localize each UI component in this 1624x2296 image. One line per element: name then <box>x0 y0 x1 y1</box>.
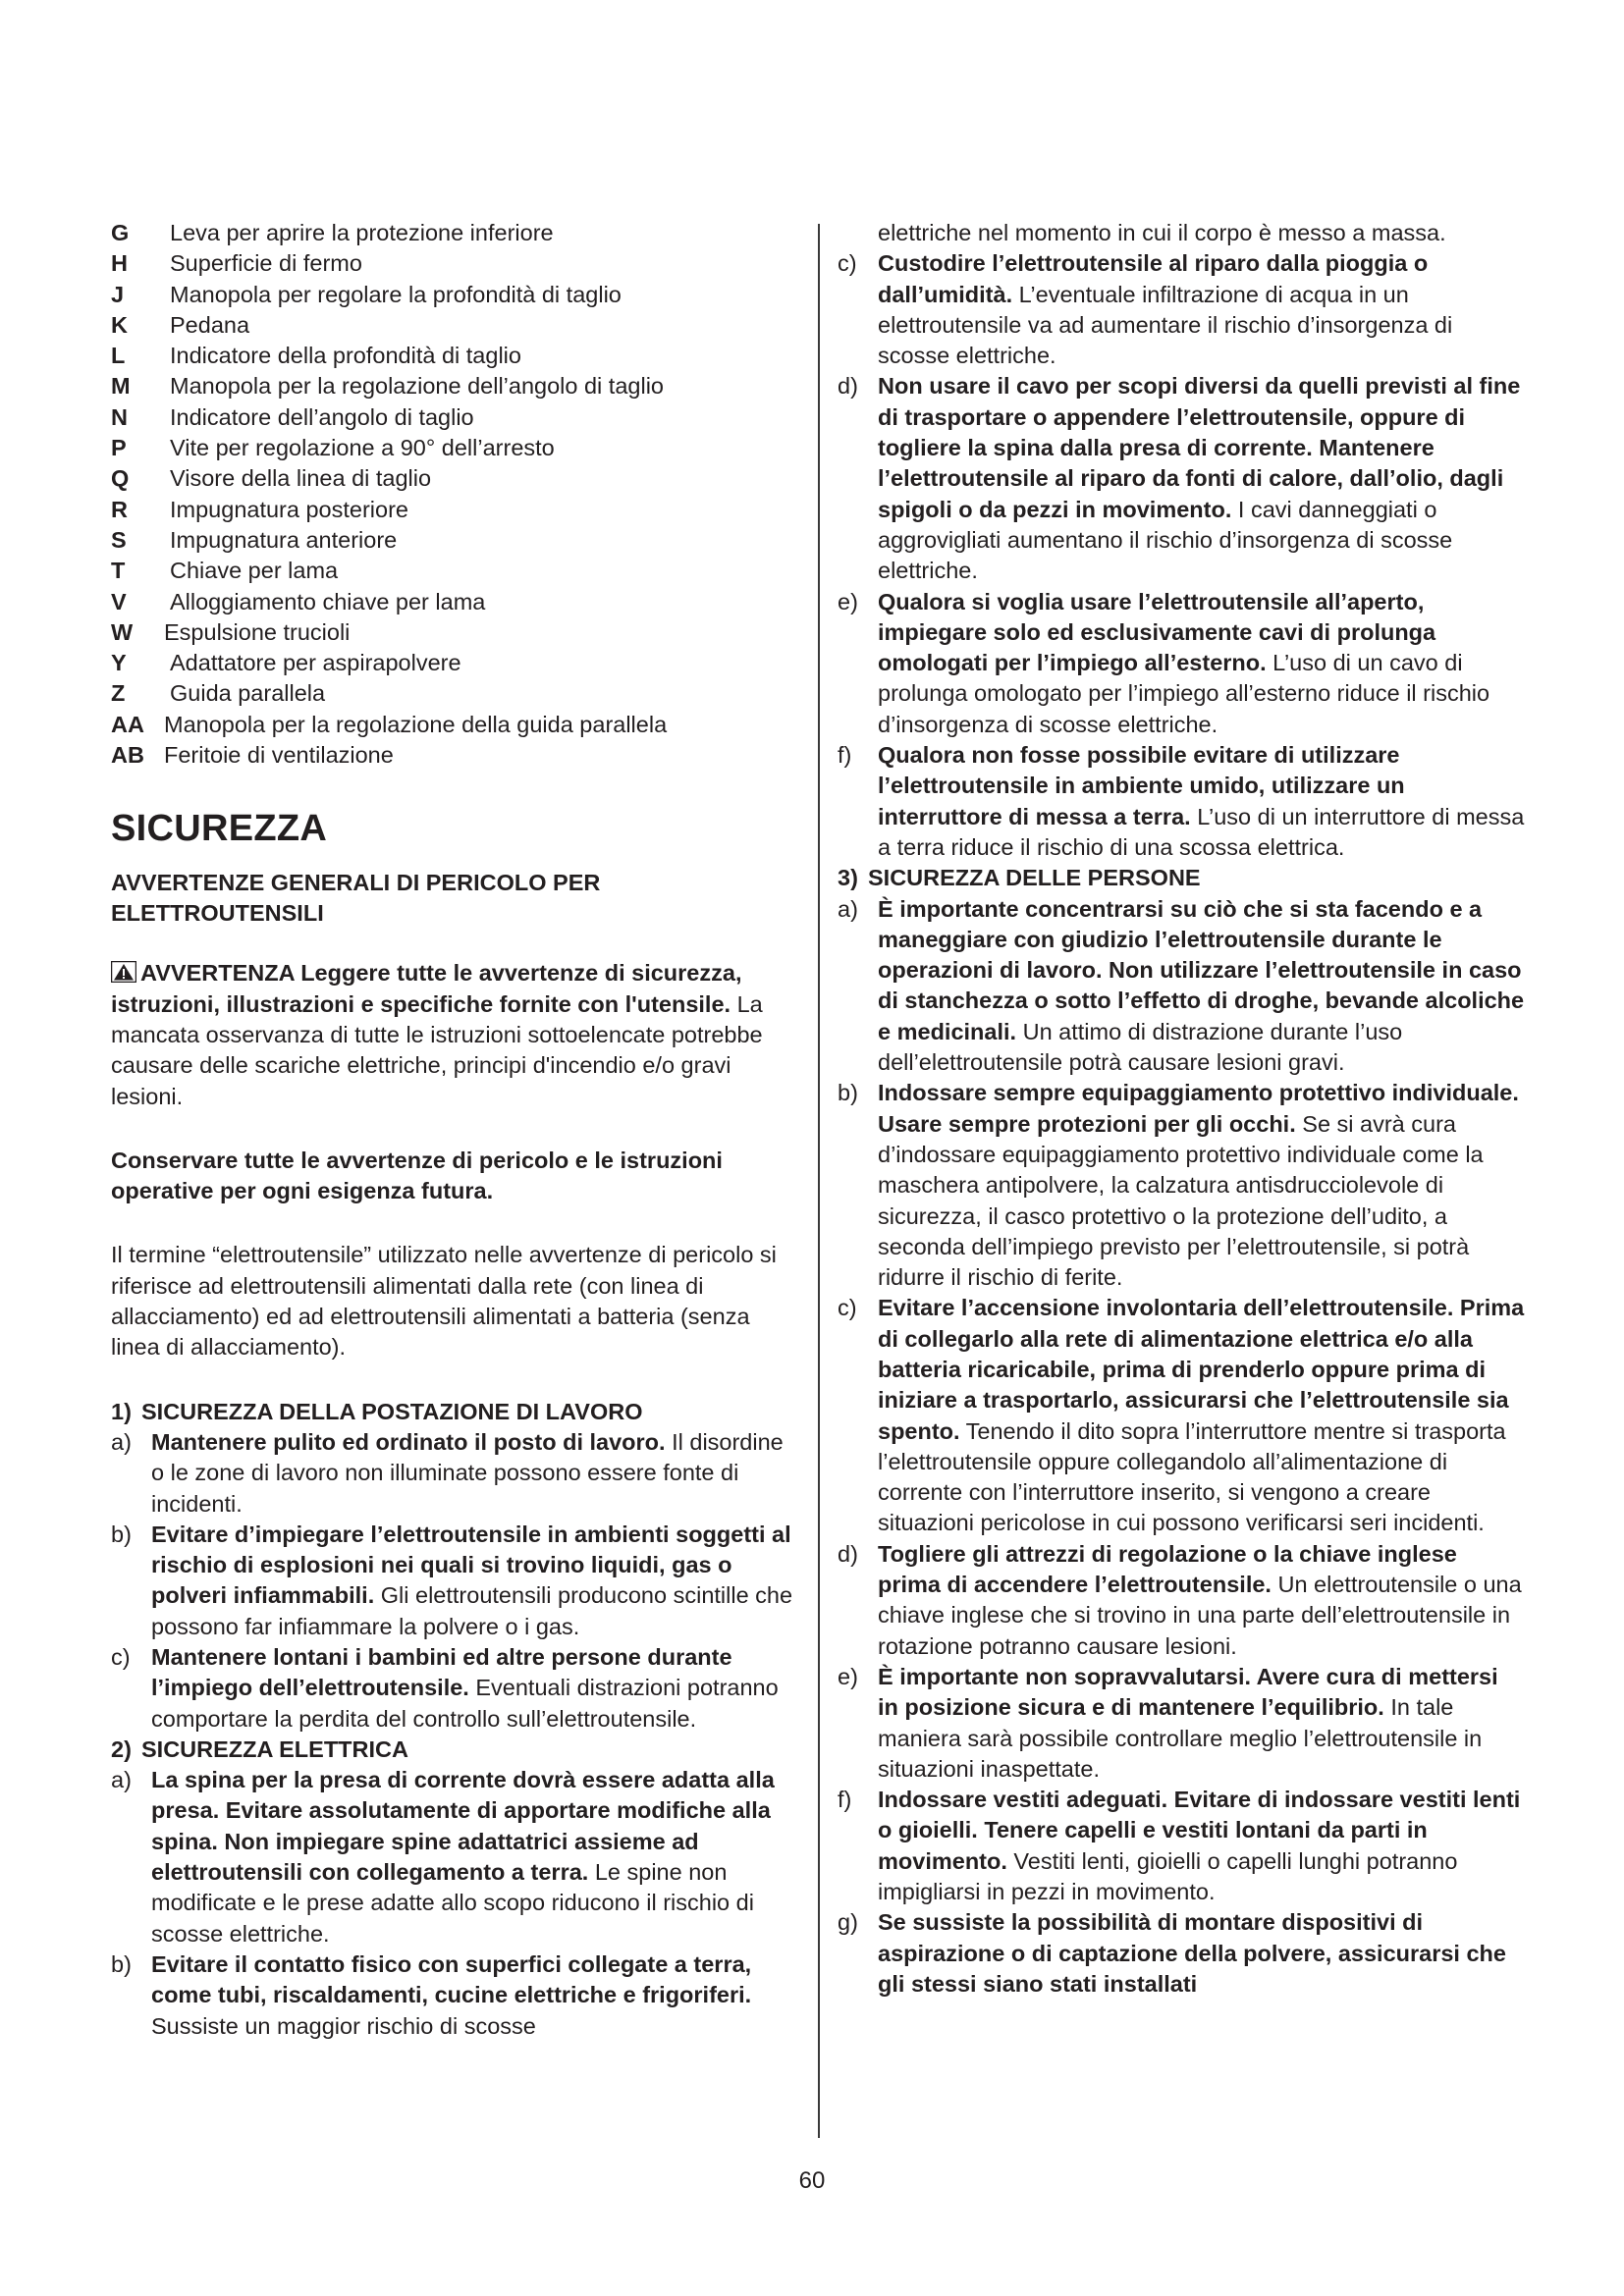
list-item: f) Indossare vestiti adeguati. Evitare di indossare vestiti lenti o gioielli. Tenere capelli e vestiti lontani da parti in movimento. Vestiti lenti, gioielli o capelli lunghi potranno impigliarsi in pezzi in movimento. <box>838 1787 1521 1905</box>
section-heading: SICUREZZA <box>111 808 328 850</box>
legend-item: AA Manopola per la regolazione della guida parallela <box>111 711 668 737</box>
legend-item: R Impugnatura posteriore <box>111 496 408 522</box>
legend-item: W Espulsione trucioli <box>111 618 351 645</box>
legend-item: AB Feritoie di ventilazione <box>111 742 394 769</box>
list-item: c) Evitare l’accensione involontaria dell’elettroutensile. Prima di collegarlo alla rete di alimentazione elettrica e/o alla batteria ricaricabile, prima di prenderlo oppure prima di iniziare a trasportarlo, assicurarsi che l’elettroutensile sia spento. Tenendo il dito sopra l’interruttore mentre si trasporta l’elettroutensile oppure collegandolo all’alimentazione di corrente con l’interruttore inserito, si vengono a creare situazioni pericolose in cui possono verificarsi seri incidenti. <box>838 1295 1525 1536</box>
legend-item: H Superficie di fermo <box>111 250 362 277</box>
legend-item: L Indicatore della profondità di taglio <box>111 343 521 369</box>
list-item: b) Evitare d’impiegare l’elettroutensile in ambienti soggetti al rischio di esplosioni nei quali si trovino liquidi, gas o polveri infiammabili. Gli elettroutensili producono scintille che possono far infiammare la polvere o i gas. <box>111 1521 793 1639</box>
legend-item: G Leva per aprire la protezione inferiore <box>111 220 554 245</box>
list-item: e) Qualora si voglia usare l’elettroutensile all’aperto, impiegare solo ed esclusivamente cavi di prolunga omologati per l’impiego all’esterno. L’uso di un cavo di prolunga omologato per l’impiego all’esterno riduce il rischio d’insorgenza di scosse elettriche. <box>838 588 1490 737</box>
warning-paragraph: AVVERTENZA Leggere tutte le avvertenze di sicurezza, istruzioni, illustrazioni e specifiche fornite con l'utensile. La mancata osservanza di tutte le istruzioni sottoelencate potrebbe causare delle scariche elettriche, principi d'incendio e/o gravi lesioni. <box>111 960 763 1109</box>
section-title: 1) SICUREZZA DELLA POSTAZIONE DI LAVORO <box>111 1398 643 1424</box>
legend-item: T Chiave per lama <box>111 558 339 584</box>
section-title: 3) SICUREZZA DELLE PERSONE <box>838 865 1201 891</box>
page-number: 60 <box>798 2167 826 2194</box>
legend-item: M Manopola per la regolazione dell’angolo di taglio <box>111 373 664 400</box>
section-title: 2) SICUREZZA ELETTRICA <box>111 1735 408 1762</box>
legend-item: J Manopola per regolare la profondità di taglio <box>111 281 622 307</box>
continued-text: elettriche nel momento in cui il corpo è messo a massa. <box>878 220 1446 245</box>
right-column <box>838 218 1525 2000</box>
left-column <box>111 218 800 2042</box>
legend-item: P Vite per regolazione a 90° dell’arresto <box>111 435 555 461</box>
list-item: g) Se sussiste la possibilità di montare dispositivi di aspirazione o di captazione della polvere, assicurarsi che gli stessi siano stati installati <box>838 1909 1506 1997</box>
legend-item: S Impugnatura anteriore <box>111 526 398 553</box>
legend-item: Z Guida parallela <box>111 680 326 707</box>
list-item: f) Qualora non fosse possibile evitare di utilizzare l’elettroutensile in ambiente umido, utilizzare un interruttore di messa a terra. L’uso di un interruttore di messa a terra riduce il rischio di una scossa elettrica. <box>838 742 1525 860</box>
legend-item: K Pedana <box>111 311 250 338</box>
list-item: b) Evitare il contatto fisico con superfici collegate a terra, come tubi, riscaldamenti, cucine elettriche e frigoriferi. Sussiste un maggior rischio di scosse <box>111 1950 752 2039</box>
legend-item: N Indicatore dell’angolo di taglio <box>111 403 474 430</box>
legend-item: Y Adattatore per aspirapolvere <box>111 650 461 676</box>
keep-instructions: Conservare tutte le avvertenze di pericolo e le istruzioni operative per ogni esigenza futura. <box>111 1147 723 1204</box>
list-item: a) Mantenere pulito ed ordinato il posto di lavoro. Il disordine o le zone di lavoro non illuminate possono essere fonte di incidenti. <box>111 1428 784 1517</box>
list-item: b) Indossare sempre equipaggiamento protettivo individuale. Usare sempre protezioni per gli occhi. Se si avrà cura d’indossare equipaggiamento protettivo individuale come la maschera antipolvere, la calzatura antisdrucciolevole di sicurezza, il casco protettivo o la protezione dell’udito, a seconda dell’impiego previsto per l’elettroutensile, si potrà ridurre il rischio di ferite. <box>838 1080 1519 1291</box>
term-definition: Il termine “elettroutensile” utilizzato nelle avvertenze di pericolo si riferisce ad elettroutensili alimentati dalla rete (con linea di allacciamento) ed ad elettroutensili alimentati a batteria (senza linea di allacciamento). <box>111 1242 777 1361</box>
list-item: a) La spina per la presa di corrente dovrà essere adatta alla presa. Evitare assolutamente di apportare modifiche alla spina. Non impiegare spine adattatrici assieme ad elettroutensili con collegamento a terra. Le spine non modificate e le prese adatte allo scopo riducono il rischio di scosse elettriche. <box>111 1767 775 1947</box>
list-item: d) Non usare il cavo per scopi diversi da quelli previsti al fine di trasportare o appendere l’elettroutensile, oppure di togliere la spina dalla presa di corrente. Mantenere l’elettroutensile al riparo da fonti di calore, dall’olio, dagli spigoli o da pezzi in movimento. I cavi danneggiati o aggrovigliati aumentano il rischio d’insorgenza di scosse elettriche. <box>838 373 1521 584</box>
column-divider <box>818 224 820 2138</box>
list-item: a) È importante concentrarsi su ciò che si sta facendo e a maneggiare con giudizio l’elettroutensile durante le operazioni di lavoro. Non utilizzare l’elettroutensile in caso di stanchezza o sotto l’effetto di droghe, bevande alcoliche e medicinali. Un attimo di distrazione durante l’uso dell’elettroutensile potrà causare lesioni gravi. <box>838 895 1525 1076</box>
warning-triangle-icon <box>111 961 136 983</box>
legend-item: V Alloggiamento chiave per lama <box>111 588 486 614</box>
parts-legend <box>111 218 800 771</box>
list-item: c) Mantenere lontani i bambini ed altre persone durante l’impiego dell’elettroutensile. Eventuali distrazioni potranno comportare la perdita del controllo sull’elettroutensile. <box>111 1643 779 1732</box>
section-subheading: AVVERTENZE GENERALI DI PERICOLO PER ELETTROUTENSILI <box>111 870 601 927</box>
list-item: d) Togliere gli attrezzi di regolazione o la chiave inglese prima di accendere l’elettroutensile. Un elettroutensile o una chiave inglese che si trovino in una parte dell’elettroutensile in rotazione potranno causare lesioni. <box>838 1540 1522 1659</box>
legend-item: Q Visore della linea di taglio <box>111 465 432 492</box>
list-item: c) Custodire l’elettroutensile al riparo dalla pioggia o dall’umidità. L’eventuale infiltrazione di acqua in un elettroutensile va ad aumentare il rischio d’insorgenza di scosse elettriche. <box>838 250 1453 369</box>
list-item: e) È importante non sopravvalutarsi. Avere cura di mettersi in posizione sicura e di mantenere l’equilibrio. In tale maniera sarà possibile controllare meglio l’elettroutensile in situazioni inaspettate. <box>838 1663 1498 1782</box>
